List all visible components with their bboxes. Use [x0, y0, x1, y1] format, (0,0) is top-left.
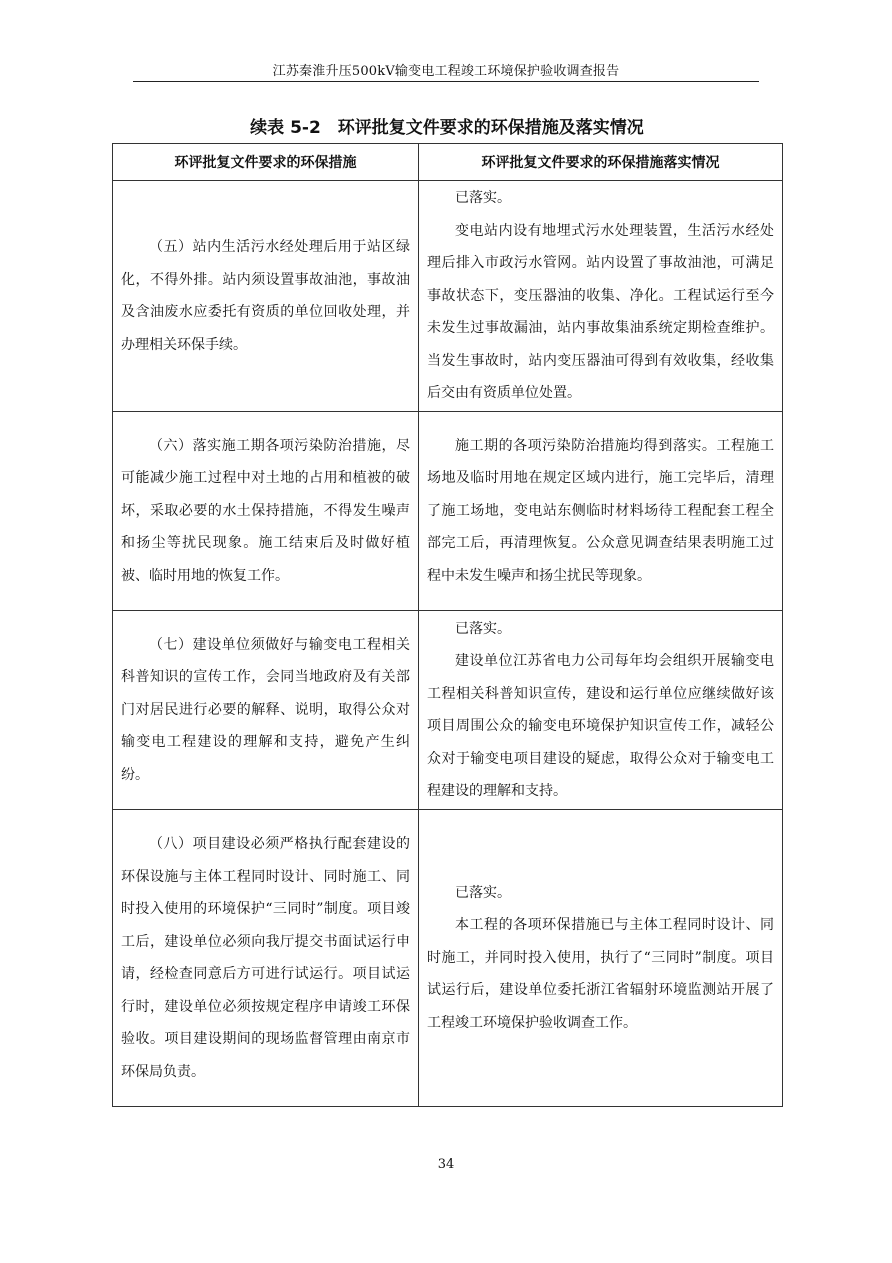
table-header-row	[113, 144, 783, 181]
implementation-status: 已落实。	[455, 190, 511, 207]
implementation-status: 已落实。	[455, 884, 511, 901]
table-row	[113, 611, 783, 810]
implementation-status: 已落实。	[455, 620, 511, 637]
implementation-text: 变电站内设有地埋式污水处理装置，生活污水经处理后排入市政污水管网。站内设置了事故油池，可满足事故状态下，变压器油的收集、净化。工程试运行至今未发生过事故漏油，站内事故集油系统定期检查维护。当发生事故时，站内变压器油可得到有效收集，经收集后交由有资质单位处置。	[427, 222, 774, 402]
requirement-text: （七）建设单位须做好与输变电工程相关科普知识的宣传工作，会同当地政府及有关部门对居民进行必要的解释、说明，取得公众对输变电工程建设的理解和支持，避免产生纠纷。	[121, 636, 410, 783]
page-header-title: 江苏秦淮升压500kV输变电工程竣工环境保护验收调查报告	[272, 64, 620, 79]
requirement-text: （六）落实施工期各项污染防治措施，尽可能减少施工过程中对土地的占用和植被的破坏，采取必要的水土保持措施，不得发生噪声和扬尘等扰民现象。施工结束后及时做好植被、临时用地的恢复工作。	[121, 437, 410, 584]
requirement-text: （五）站内生活污水经处理后用于站区绿化，不得外排。站内须设置事故油池，事故油及含油废水应委托有资质的单位回收处理，并办理相关环保手续。	[121, 239, 410, 353]
page-number: 34	[437, 1157, 455, 1172]
implementation-cell	[419, 412, 783, 611]
table-row	[113, 810, 783, 1107]
column-header-requirement: 环评批复文件要求的环保措施	[113, 144, 419, 181]
implementation-text: 建设单位江苏省电力公司每年均会组织开展输变电工程相关科普知识宣传，建设和运行单位应继续做好该项目周围公众的输变电环境保护知识宣传工作，减轻公众对于输变电项目建设的疑虑，取得公众对于输变电工程建设的理解和支持。	[427, 653, 774, 799]
table-row	[113, 412, 783, 611]
requirement-text: （八）项目建设必须严格执行配套建设的环保设施与主体工程同时设计、同时施工、同时投入使用的环境保护“三同时”制度。项目竣工后，建设单位必须向我厅提交书面试运行申请，经检查同意后方可进行试运行。项目试运行时，建设单位必须按规定程序申请竣工环保验收。项目建设期间的现场监督管理由南京市环保局负责。	[121, 836, 410, 1080]
requirement-cell	[113, 412, 419, 611]
requirement-cell	[113, 181, 419, 412]
implementation-text: 施工期的各项污染防治措施均得到落实。工程施工场地及临时用地在规定区域内进行，施工完毕后，清理了施工场地，变电站东侧临时材料场待工程配套工程全部完工后，再清理恢复。公众意见调查结果表明施工过程中未发生噪声和扬尘扰民等现象。	[427, 437, 774, 584]
implementation-text: 本工程的各项环保措施已与主体工程同时设计、同时施工，并同时投入使用，执行了“三同时”制度。项目试运行后，建设单位委托浙江省辐射环境监测站开展了工程竣工环境保护验收调查工作。	[427, 917, 774, 1031]
implementation-cell	[419, 611, 783, 810]
requirements-table	[112, 143, 783, 1107]
table-title: 续表 5-2 环评批复文件要求的环保措施及落实情况	[250, 118, 644, 138]
implementation-cell	[419, 810, 783, 1107]
table-row	[113, 181, 783, 412]
header-divider	[133, 81, 759, 82]
column-header-implementation: 环评批复文件要求的环保措施落实情况	[419, 144, 783, 181]
implementation-cell	[419, 181, 783, 412]
requirement-cell	[113, 810, 419, 1107]
requirement-cell	[113, 611, 419, 810]
